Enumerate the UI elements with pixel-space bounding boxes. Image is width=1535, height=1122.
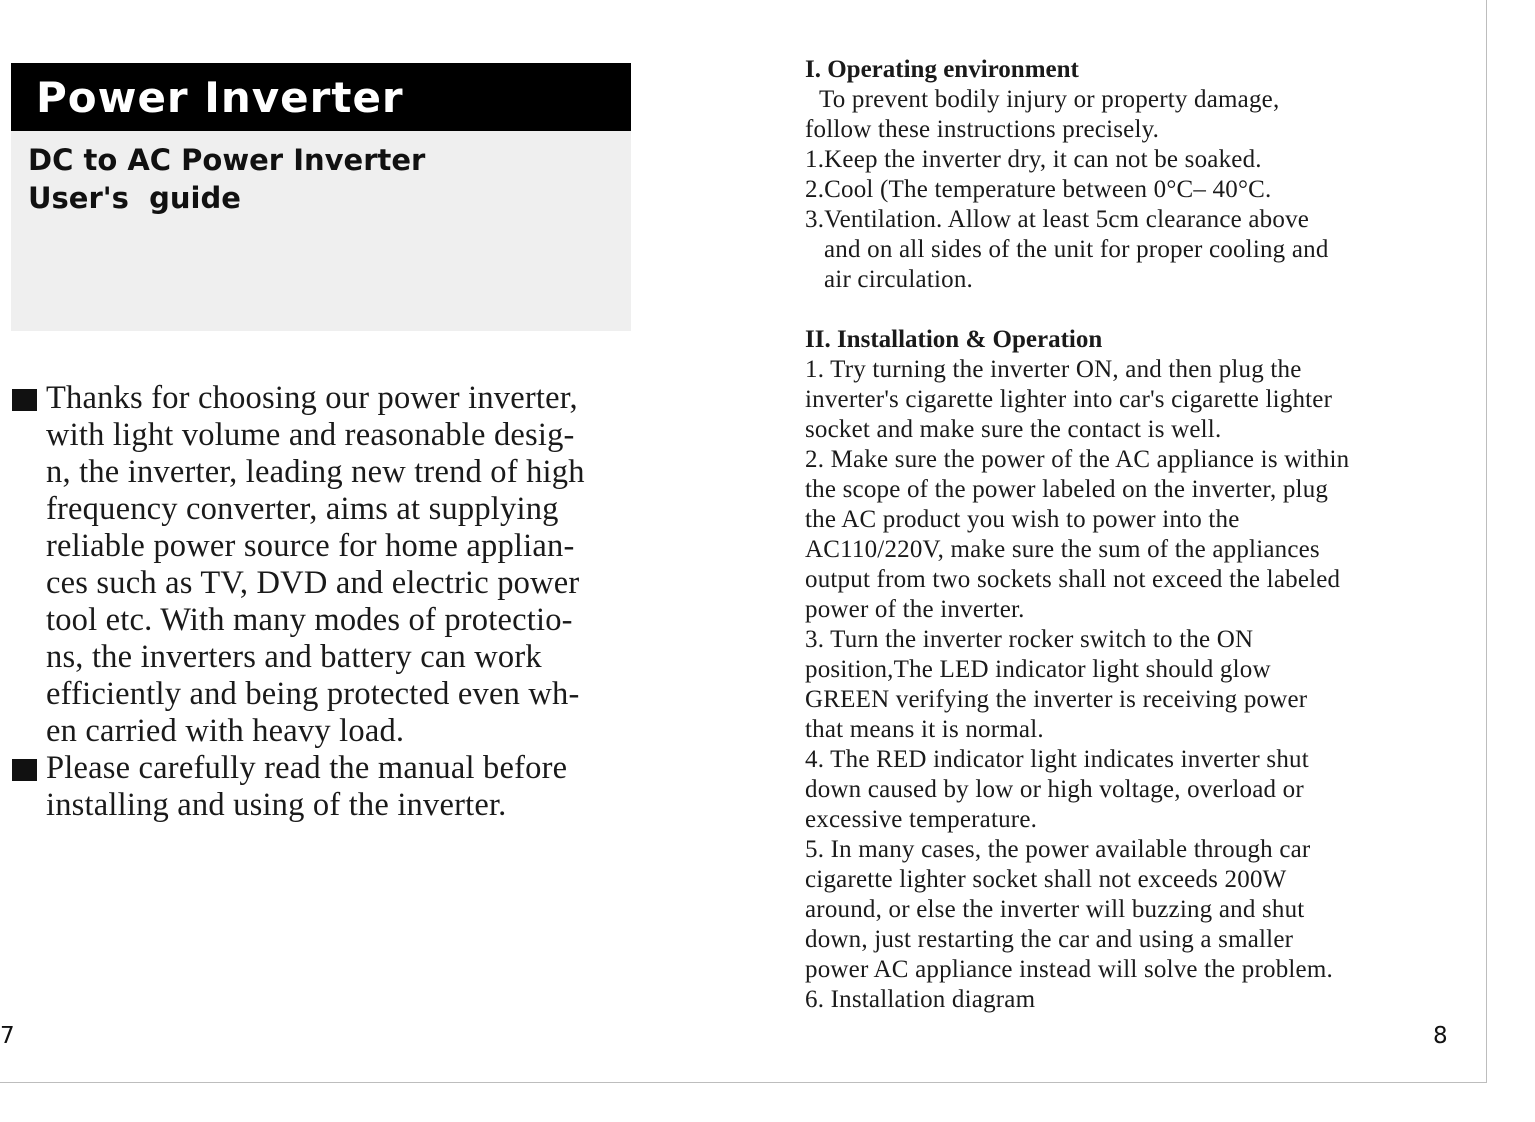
text-line: follow these instructions precisely.	[805, 116, 1160, 143]
text-line: the scope of the power labeled on the inverter, plug	[805, 476, 1329, 503]
text-line: 2.Cool (The temperature between 0°C– 40°C.	[805, 176, 1272, 203]
intro-text	[11, 380, 641, 824]
cover-title: Power Inverter	[36, 73, 404, 122]
text-line: air circulation.	[824, 266, 973, 293]
section-heading-operating-environment: I. Operating environment	[805, 56, 1079, 83]
cover-panel	[11, 63, 631, 331]
text-line: position,The LED indicator light should glow	[805, 656, 1271, 683]
page-edge-right	[1486, 0, 1487, 1083]
page-number-right: 8	[1433, 1023, 1448, 1049]
text-line: around, or else the inverter will buzzing and shut	[805, 896, 1305, 923]
text-line: power AC appliance instead will solve the problem.	[805, 956, 1333, 983]
section-spacer	[805, 295, 1465, 325]
text-line: 1. Try turning the inverter ON, and then plug the	[805, 356, 1302, 383]
intro-bullet-text: Thanks for choosing our power inverter, with light volume and reasonable desig- n, the inverter, leading new trend of high frequency converter, aims at supplying reliable power source for home applian- ces such as TV, DVD and electric power tool etc. With many modes of protectio- ns, the inverters and battery can work efficiently and being protected even wh- en carried with heavy load.	[46, 380, 585, 749]
page-number-left: 7	[0, 1023, 15, 1049]
intro-bullet-read-manual	[11, 750, 641, 824]
text-line: 3.Ventilation. Allow at least 5cm clearance above	[805, 206, 1310, 233]
section-heading-installation-operation: II. Installation & Operation	[805, 326, 1103, 353]
text-line: 1.Keep the inverter dry, it can not be soaked.	[805, 146, 1262, 173]
text-line: excessive temperature.	[805, 806, 1038, 833]
text-line: down, just restarting the car and using a smaller	[805, 926, 1294, 953]
text-line: 2. Make sure the power of the AC appliance is within	[805, 446, 1350, 473]
cover-title-band	[11, 63, 631, 131]
bullet-square-icon	[12, 759, 37, 781]
cover-subtitle-line1: DC to AC Power Inverter	[28, 143, 426, 177]
text-line: and on all sides of the unit for proper cooling and	[824, 236, 1329, 263]
text-line: AC110/220V, make sure the sum of the appliances	[805, 536, 1320, 563]
text-line: cigarette lighter socket shall not exceeds 200W	[805, 866, 1287, 893]
text-line: power of the inverter.	[805, 596, 1025, 623]
cover-subtitle	[28, 141, 425, 217]
text-line: the AC product you wish to power into the	[805, 506, 1240, 533]
page-edge-bottom	[0, 1082, 1487, 1083]
text-line: To prevent bodily injury or property damage,	[819, 86, 1280, 113]
cover-subtitle-line2: User's guide	[28, 181, 241, 215]
text-line: 4. The RED indicator light indicates inverter shut	[805, 746, 1309, 773]
text-line: down caused by low or high voltage, overload or	[805, 776, 1304, 803]
right-page-content	[805, 55, 1465, 1015]
text-line: output from two sockets shall not exceed the labeled	[805, 566, 1341, 593]
text-line: that means it is normal.	[805, 716, 1044, 743]
text-line: socket and make sure the contact is well.	[805, 416, 1222, 443]
text-line: 6. Installation diagram	[805, 986, 1036, 1013]
text-line: 5. In many cases, the power available through car	[805, 836, 1311, 863]
text-line: GREEN verifying the inverter is receiving power	[805, 686, 1308, 713]
bullet-square-icon	[12, 389, 37, 411]
intro-bullet-thanks	[11, 380, 641, 750]
text-line: inverter's cigarette lighter into car's cigarette lighter	[805, 386, 1333, 413]
text-line: 3. Turn the inverter rocker switch to the ON	[805, 626, 1254, 653]
intro-bullet-text: Please carefully read the manual before installing and using of the inverter.	[46, 750, 568, 823]
